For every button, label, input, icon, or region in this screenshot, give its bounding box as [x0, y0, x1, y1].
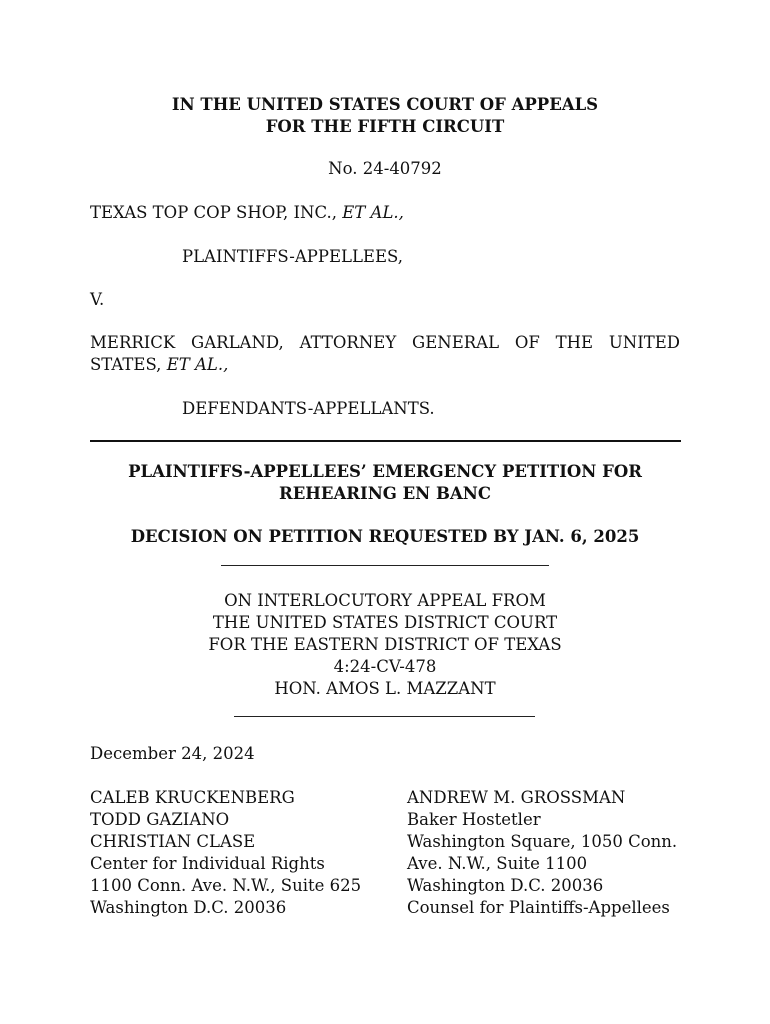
counsel-left-line: Washington D.C. 20036	[90, 898, 287, 917]
short-divider-bottom	[234, 716, 535, 717]
petition-title	[90, 461, 680, 505]
counsel-left-line: CHRISTIAN CLASE	[90, 832, 256, 851]
defendants-etal: ET AL.,	[166, 355, 229, 374]
court-heading-line2: FOR THE FIFTH CIRCUIT	[265, 117, 505, 136]
plaintiffs-etal: ET AL.,	[342, 203, 404, 222]
defendants-line2: STATES,	[90, 355, 162, 374]
decision-request: DECISION ON PETITION REQUESTED BY JAN. 6, 2025	[130, 527, 640, 546]
plaintiffs-role: PLAINTIFFS-APPELLEES,	[182, 247, 403, 266]
heavy-divider	[90, 440, 681, 442]
petition-title-line2: REHEARING EN BANC	[279, 484, 491, 503]
petition-title-line1: PLAINTIFFS-APPELLEES’ EMERGENCY PETITION FOR	[128, 462, 642, 481]
short-divider-top	[221, 565, 549, 566]
counsel-right-block	[407, 787, 677, 919]
defendants-role: DEFENDANTS-APPELLANTS.	[182, 399, 435, 418]
appeal-judge: HON. AMOS L. MAZZANT	[274, 679, 496, 698]
defendants-name	[90, 332, 680, 376]
counsel-left-line: Center for Individual Rights	[90, 854, 325, 873]
counsel-right-line: Washington Square, 1050 Conn.	[407, 832, 678, 851]
counsel-right-line: Ave. N.W., Suite 1100	[407, 854, 588, 873]
appeal-line3: FOR THE EASTERN DISTRICT OF TEXAS	[208, 635, 562, 654]
appeal-line2: THE UNITED STATES DISTRICT COURT	[212, 613, 558, 632]
appeal-docket: 4:24-CV-478	[333, 657, 437, 676]
counsel-left-line: 1100 Conn. Ave. N.W., Suite 625	[90, 876, 362, 895]
counsel-right-line: ANDREW M. GROSSMAN	[407, 788, 626, 807]
case-number: No. 24-40792	[328, 159, 442, 178]
court-heading	[90, 94, 680, 138]
plaintiffs-name-text: TEXAS TOP COP SHOP, INC.,	[90, 203, 338, 222]
versus: V.	[90, 290, 105, 309]
counsel-right-line: Washington D.C. 20036	[407, 876, 604, 895]
plaintiffs-name	[90, 202, 404, 224]
counsel-left-line: CALEB KRUCKENBERG	[90, 788, 295, 807]
defendants-line1: MERRICK GARLAND, ATTORNEY GENERAL OF THE UNITED	[90, 333, 680, 352]
counsel-right-line: Baker Hostetler	[407, 810, 541, 829]
appeal-origin	[90, 590, 680, 700]
appeal-line1: ON INTERLOCUTORY APPEAL FROM	[224, 591, 546, 610]
counsel-left-line: TODD GAZIANO	[90, 810, 230, 829]
filing-date: December 24, 2024	[90, 744, 255, 763]
court-heading-line1: IN THE UNITED STATES COURT OF APPEALS	[171, 95, 599, 114]
counsel-left-block	[90, 787, 361, 919]
counsel-right-line: Counsel for Plaintiffs-Appellees	[407, 898, 670, 917]
